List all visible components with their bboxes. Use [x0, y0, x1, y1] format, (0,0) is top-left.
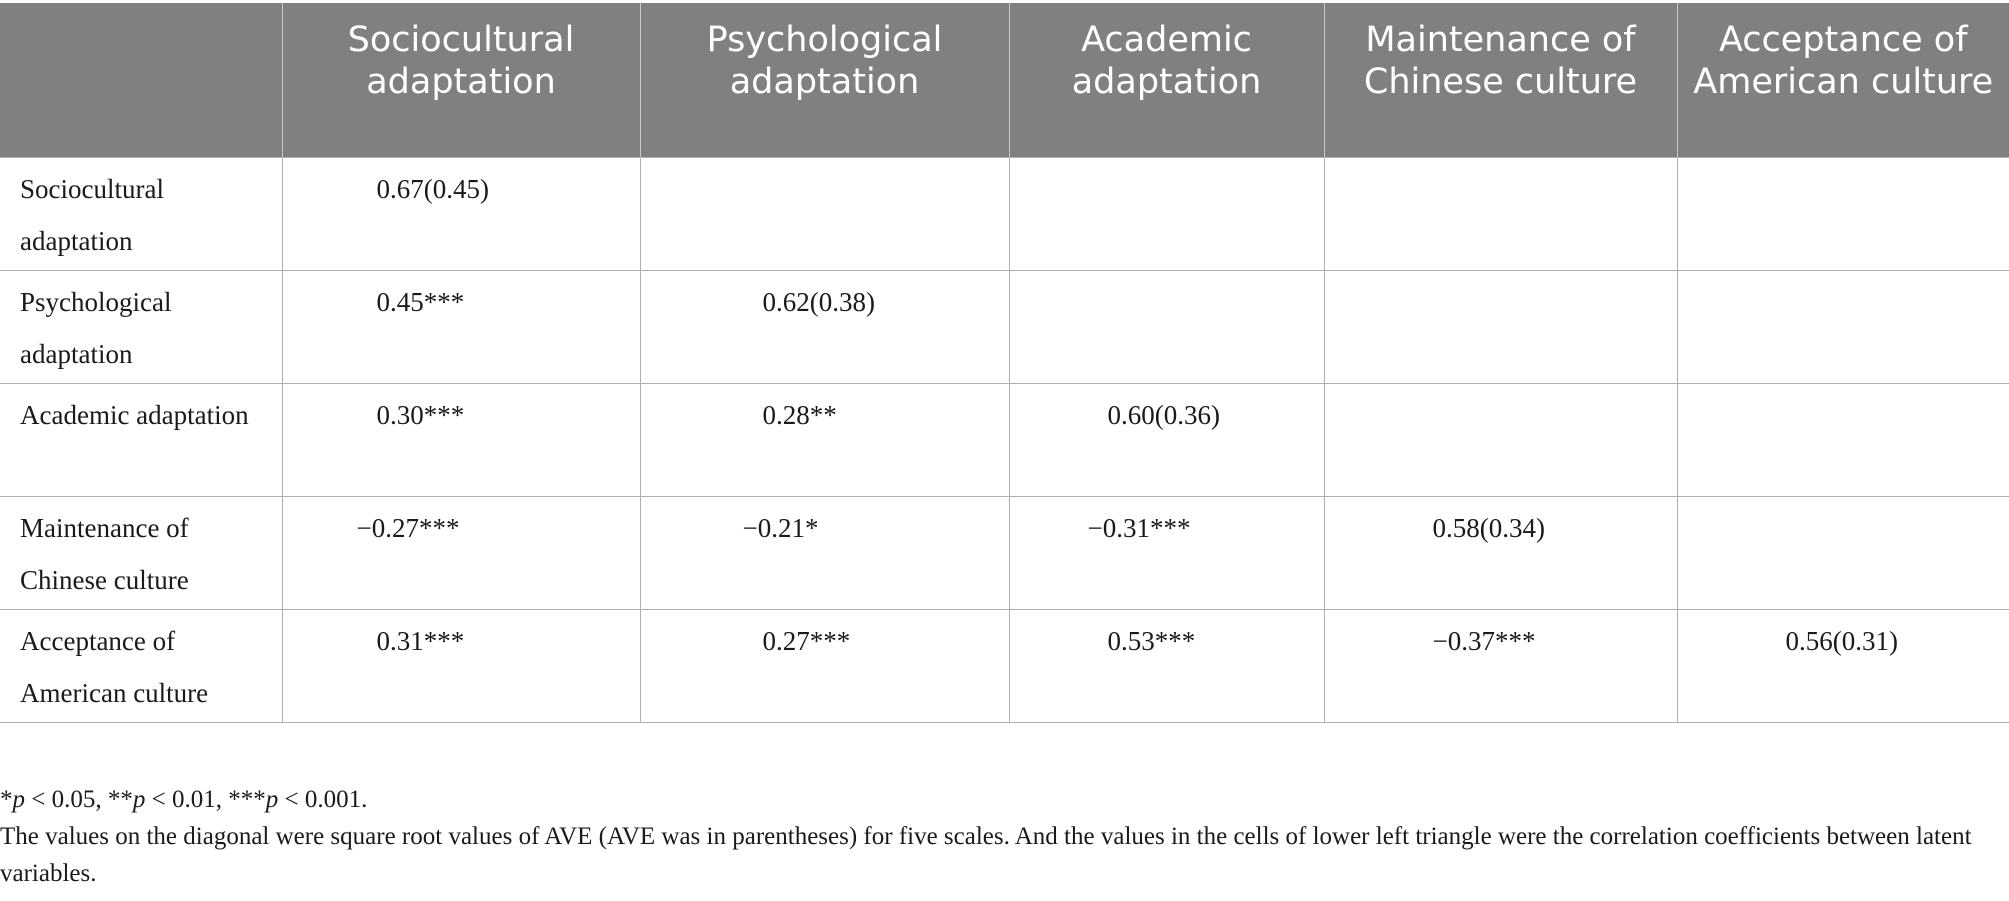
cell-value: 0.30*** [376, 399, 465, 430]
table-cell [1009, 157, 1324, 270]
significance-note [0, 781, 2000, 818]
header-maintenance-chinese: Maintenance of Chinese culture [1324, 3, 1677, 157]
cell-value: 0.58(0.34) [1432, 512, 1545, 543]
table-cell [282, 609, 640, 722]
table-cell [282, 383, 640, 496]
cell-value: 0.31*** [376, 625, 465, 656]
description-note-text: The values on the diagonal were square root values of AVE (AVE was in parentheses) for five scales. And the values in the cells of lower left triangle were the correlation coefficients between latent variables. [0, 823, 1972, 887]
table-cell [1677, 609, 2009, 722]
cell-value: 0.53*** [1107, 625, 1196, 656]
header-acceptance-american: Acceptance of American culture [1677, 3, 2009, 157]
table-cell [282, 270, 640, 383]
table-row [0, 270, 2009, 383]
table-cell [640, 496, 1009, 609]
description-note [0, 818, 2000, 892]
cell-value: 0.56(0.31) [1785, 625, 1898, 656]
table-cell [1324, 157, 1677, 270]
table-row [0, 157, 2009, 270]
table-footnotes [0, 781, 2000, 892]
header-sociocultural: Sociocultural adaptation [282, 3, 640, 157]
cell-value: 0.67(0.45) [376, 173, 489, 204]
row-label: Psychological adaptation [0, 270, 282, 383]
table-cell [1324, 383, 1677, 496]
table-cell [1677, 383, 2009, 496]
table-row [0, 383, 2009, 496]
cell-value: 0.28** [762, 399, 837, 430]
header-corner [0, 3, 282, 157]
cell-value: −0.31*** [1087, 512, 1191, 543]
cell-value: 0.27*** [762, 625, 851, 656]
correlation-table [0, 3, 2009, 723]
table-cell [1009, 383, 1324, 496]
table-body [0, 157, 2009, 722]
cell-value: 0.60(0.36) [1107, 399, 1220, 430]
table-cell [640, 609, 1009, 722]
header-academic: Academic adaptation [1009, 3, 1324, 157]
row-label: Academic adaptation [0, 383, 282, 496]
table-cell [1677, 496, 2009, 609]
row-label: Acceptance of American culture [0, 609, 282, 722]
header-row [0, 3, 2009, 157]
row-label: Sociocultural adaptation [0, 157, 282, 270]
table-cell [640, 270, 1009, 383]
table-cell [640, 383, 1009, 496]
table-header [0, 3, 2009, 157]
table-row [0, 496, 2009, 609]
table-cell [1324, 496, 1677, 609]
table-cell [282, 496, 640, 609]
table-cell [1009, 496, 1324, 609]
table-cell [1324, 609, 1677, 722]
table-cell [282, 157, 640, 270]
table-row [0, 609, 2009, 722]
cell-value: −0.37*** [1432, 625, 1536, 656]
table-cell [1324, 270, 1677, 383]
cell-value: 0.62(0.38) [762, 286, 875, 317]
cell-value: 0.45*** [376, 286, 465, 317]
table-cell [1677, 270, 2009, 383]
table-cell [640, 157, 1009, 270]
table-cell [1009, 270, 1324, 383]
table-cell [1677, 157, 2009, 270]
row-label: Maintenance of Chinese culture [0, 496, 282, 609]
cell-value: −0.27*** [356, 512, 460, 543]
cell-value: −0.21* [742, 512, 819, 543]
header-psychological: Psychological adaptation [640, 3, 1009, 157]
significance-note-text: *p < 0.05, **p < 0.01, ***p < 0.001. [0, 786, 368, 813]
table-cell [1009, 609, 1324, 722]
